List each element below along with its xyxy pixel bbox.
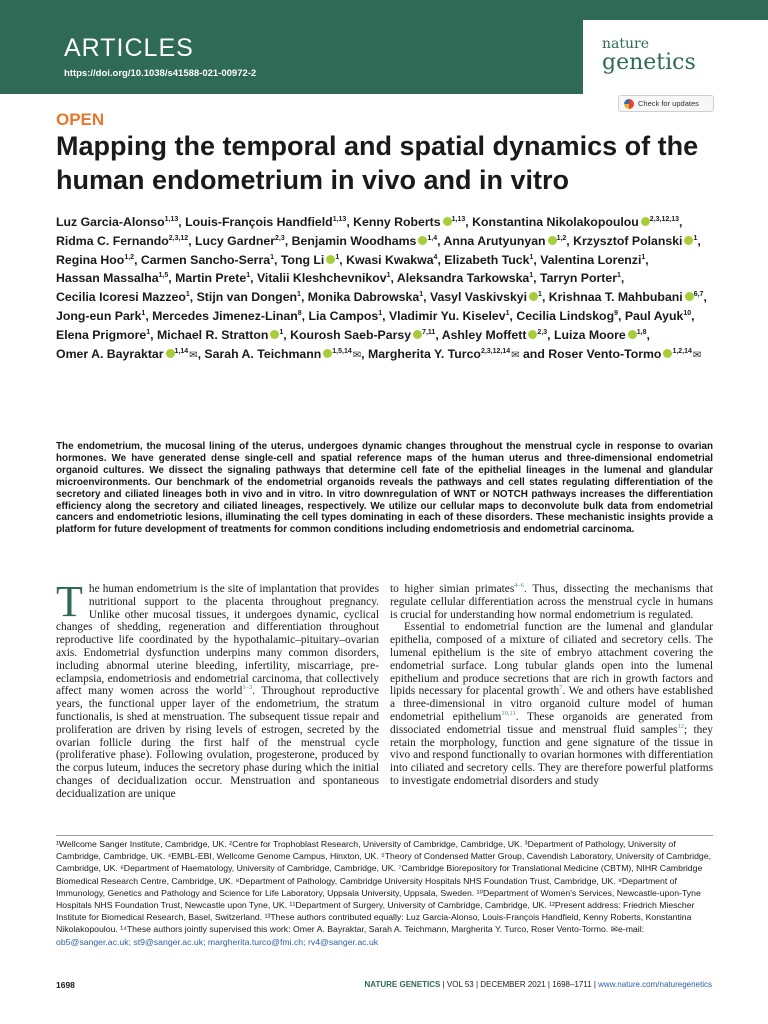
- author-separator: ,: [679, 215, 683, 229]
- author-affiliation: 1,13: [164, 216, 179, 223]
- author[interactable]: [56, 253, 134, 267]
- author-separator: ,: [197, 346, 205, 361]
- body-text: Essential to endometrial function are the lumenal and glandular epithelia, composed of a mixture of ciliated and secretory cells. The lumenal epithelium is the site of embryo attachment covering the endometrial surface. Long tubular glands open into the lumenal epithelium and produce secretions that are rich in growth factors and lipids necessary for placental growth: [390, 621, 713, 698]
- body-text: he human endometrium is the site of implantation that provides nutritional support to the placenta throughout pregnancy. Unlike other mucosal tissues, it undergoes dynamic, cyclical changes of shedding, regeneration and differentiation throughout reproductive life coordinated by the hypothalamic–pituitary–ovarian axis. Endometrial dysfunction underpins many common disorders, including abnormal uterine bleeding, infertility, miscarriage, pre-eclampsia, endometriosis and endometrial carcinoma, that collectively affect many women across the world: [56, 583, 379, 698]
- author[interactable]: [389, 309, 510, 323]
- body-text: . These organoids are generated from dissociated endometrial tissue and menstrual fluid samples: [390, 710, 713, 736]
- author-affiliation: 2,3,12: [168, 234, 189, 242]
- orcid-icon[interactable]: [413, 330, 422, 339]
- orcid-icon[interactable]: [270, 330, 279, 339]
- author-name: Martin Prete: [175, 271, 247, 286]
- author-separator: ,: [178, 215, 186, 229]
- author[interactable]: [309, 309, 383, 323]
- citation-ref[interactable]: 1–3: [242, 684, 253, 692]
- author-name: Luiza Moore: [554, 327, 626, 342]
- author-affiliation: 1: [529, 272, 534, 280]
- author-affiliation: 1: [185, 291, 190, 299]
- author-affiliation: 2,3: [275, 234, 285, 242]
- author-name: Cecilia Icoresi Mazzeo: [56, 290, 186, 305]
- orcid-icon[interactable]: [628, 330, 637, 339]
- author-name: Hassan Massalha: [56, 271, 159, 286]
- orcid-icon[interactable]: [443, 217, 452, 226]
- footer-citation: [365, 980, 712, 989]
- author-name: Regina Hoo: [56, 252, 125, 267]
- author-separator: ,: [703, 290, 707, 305]
- author[interactable]: [308, 290, 423, 304]
- author-affiliation: 1: [335, 253, 340, 261]
- orcid-icon[interactable]: [641, 217, 650, 226]
- logo-nature-text: nature: [602, 36, 649, 52]
- author-separator: ,: [145, 308, 153, 323]
- author-separator: ,: [645, 252, 649, 267]
- author-separator: ,: [250, 271, 257, 286]
- author[interactable]: [368, 347, 520, 361]
- email-links[interactable]: ob5@sanger.ac.uk; st9@sanger.ac.uk; margherita.turco@fmi.ch; rv4@sanger.ac.uk: [56, 936, 379, 947]
- author-name: Cecilia Lindskog: [516, 308, 615, 323]
- author-separator: ,: [435, 327, 442, 342]
- orcid-icon[interactable]: [166, 349, 175, 358]
- check-for-updates-button[interactable]: [618, 95, 714, 112]
- author[interactable]: [573, 234, 697, 248]
- author-name: Vasyl Vaskivskyi: [429, 290, 528, 305]
- body-text: . We and others have established a three-dimensional in vitro organoid culture model of human endometrial epithelium: [390, 685, 714, 723]
- author-separator: ,: [273, 252, 281, 267]
- body-paragraph: [390, 621, 713, 787]
- author-separator: ,: [547, 327, 554, 342]
- author[interactable]: [257, 271, 391, 285]
- author-name: Tarryn Porter: [540, 271, 617, 286]
- author[interactable]: [195, 234, 285, 248]
- author-separator: ,: [509, 308, 517, 323]
- author-name: Margherita Y. Turco: [367, 346, 481, 361]
- author[interactable]: [292, 234, 438, 248]
- author-separator: ,: [283, 327, 291, 342]
- citation-ref[interactable]: 4–6: [514, 582, 524, 589]
- citation-ref[interactable]: 10,11: [501, 709, 516, 717]
- author-name: Luz Garcia-Alonso: [56, 215, 165, 229]
- author-separator: ,: [134, 252, 141, 267]
- author-affiliation: 1,2: [556, 234, 567, 242]
- author-affiliation: 1: [505, 309, 510, 317]
- abstract: The endometrium, the mucosal lining of the uterus, undergoes dynamic changes throughout the menstrual cycle in response to ovarian hormones. We have generated dense single-cell and spatial reference maps of the human uterus and three-dimensional endometrial organoid cultures. We dissect the signaling pathways that determine cell fate of the epithelial lineages in the lumenal and glandular microenvironments. Our benchmark of the endometrial organoids reveals the pathways and cell states regulating differentiation of the secretory and ciliated lineages both in vivo and in vitro. In vitro downregulation of WNT or NOTCH pathways increases the differentiation efficiency along the secretory and ciliated lineages, respectively. We utilize our cellular maps to deconvolute bulk data from endometrial cancers and endometriotic lesions, illuminating the cell types dominating in each of these disorders. These mechanistic insights provide a platform for future development of treatments for common conditions including endometriosis and endometrial carcinoma.: [56, 441, 713, 536]
- author-name: Carmen Sancho-Serra: [140, 252, 271, 267]
- author-separator: and: [519, 346, 549, 361]
- author-affiliation: 1: [279, 328, 284, 336]
- author-separator: ,: [390, 271, 397, 286]
- author[interactable]: [444, 234, 567, 248]
- author-affiliation: 1,13: [451, 216, 466, 223]
- author-affiliation: 8: [297, 309, 302, 317]
- author-name: Louis-François Handfield: [185, 215, 333, 229]
- author-name: Kourosh Saeb-Parsy: [290, 327, 412, 342]
- author-name: Mercedes Jimenez-Linan: [152, 308, 298, 323]
- author-name: Sarah A. Teichmann: [204, 346, 322, 361]
- check-for-updates-label: Check for updates: [638, 99, 699, 108]
- author-affiliation: 2,3,12,13: [649, 216, 679, 223]
- author-affiliation: 4: [433, 253, 438, 261]
- author[interactable]: [346, 253, 437, 267]
- footnote-divider: [56, 835, 713, 836]
- author-name: Vladimir Yu. Kiselev: [388, 308, 506, 323]
- author-affiliation: 1,13: [332, 216, 347, 223]
- author-name: Roser Vento-Tormo: [548, 346, 662, 361]
- author-affiliation: 1: [693, 234, 698, 242]
- drop-cap: T: [56, 577, 83, 626]
- author[interactable]: [56, 290, 190, 304]
- author[interactable]: [197, 290, 301, 304]
- author[interactable]: [290, 328, 435, 342]
- page-number: 1698: [56, 980, 75, 990]
- author[interactable]: [56, 347, 198, 361]
- author-separator: ,: [361, 346, 368, 361]
- author[interactable]: [204, 347, 361, 361]
- body-text: ; they retain the morphology, function and gene signature of the tissue in vivo and respond functionally to ovarian hormones with differentiation into ciliated and secretory cells. They are therefore powerful platforms to investigate endometrial disorders and study: [390, 723, 713, 787]
- author-name: Jong-eun Park: [56, 308, 142, 323]
- author[interactable]: [353, 215, 465, 229]
- section-label: ARTICLES: [64, 34, 194, 62]
- author-affiliation: 1,8: [636, 328, 647, 336]
- author-name: Konstantina Nikolakopoulou: [472, 215, 639, 229]
- crossmark-icon: [624, 99, 634, 109]
- author-name: Lucy Gardner: [195, 233, 276, 248]
- author-name: Krzysztof Polanski: [573, 233, 683, 248]
- email-icon[interactable]: ✉: [189, 349, 198, 361]
- author-affiliation: 1: [146, 328, 151, 336]
- author[interactable]: [554, 328, 646, 342]
- body-column-left: [56, 577, 379, 801]
- author-affiliation: 1: [297, 291, 301, 299]
- author-separator: ,: [301, 308, 309, 323]
- author-affiliation: 9: [614, 309, 618, 317]
- author-separator: ,: [300, 290, 308, 305]
- author[interactable]: [56, 271, 168, 285]
- author[interactable]: [540, 253, 645, 267]
- author-affiliation: 1: [538, 291, 542, 299]
- author-name: Aleksandra Tarkowska: [396, 271, 530, 286]
- doi-link[interactable]: https://doi.org/10.1038/s41588-021-00972-2: [64, 68, 257, 79]
- author-name: Krishnaa T. Mahbubani: [548, 290, 683, 305]
- citation-ref[interactable]: 12: [677, 722, 684, 730]
- body-column-right: [390, 583, 713, 788]
- body-text: . Throughout reproductive years, the functional upper layer of the endometrium, the stratum functionalis, is shed at menstruation. The subsequent tissue repair and proliferation are driven by rising levels of estrogen, secreted by the ovarian follicle during the first half of the menstrual cycle (proliferative phase). Following ovulation, progesterone, produced by the corpus luteum, induces the secretory phase during which the initial changes of decidualization occur. Menstruation and spontaneous decidualization are unique: [56, 685, 379, 800]
- author-separator: ,: [620, 271, 625, 286]
- author-separator: ,: [150, 327, 157, 342]
- author-name: Elena Prigmore: [56, 327, 147, 342]
- author[interactable]: [548, 347, 701, 361]
- author-affiliation: 1: [386, 272, 391, 280]
- email-icon[interactable]: ✉: [352, 349, 362, 361]
- footer-volume-info: | VOL 53 | DECEMBER 2021 | 1698–1711 |: [442, 980, 596, 989]
- author-name: Benjamin Woodhams: [291, 233, 417, 248]
- orcid-icon[interactable]: [548, 236, 557, 245]
- body-paragraph: [56, 577, 379, 801]
- author-affiliation: 1,2: [124, 253, 135, 261]
- journal-logo[interactable]: [583, 20, 768, 94]
- author-affiliation: 1: [270, 253, 274, 261]
- author[interactable]: [444, 253, 533, 267]
- author-affiliation: 2,3,12,14: [480, 347, 511, 355]
- author[interactable]: [56, 328, 150, 342]
- email-label: e-mail:: [617, 924, 645, 935]
- author-separator: ,: [284, 233, 292, 248]
- citation-ref[interactable]: 7: [559, 684, 563, 692]
- author-affiliation: 1,5,14: [332, 347, 352, 355]
- author-separator: ,: [697, 233, 701, 248]
- author[interactable]: [281, 253, 339, 267]
- author-separator: ,: [617, 308, 625, 323]
- orcid-icon[interactable]: [326, 255, 335, 264]
- author[interactable]: [625, 309, 691, 323]
- author-name: Valentina Lorenzi: [540, 252, 642, 267]
- author-name: Elizabeth Tuck: [444, 252, 530, 267]
- author-name: Omer A. Bayraktar: [56, 346, 164, 361]
- author-affiliation: 1: [141, 309, 146, 317]
- author-affiliation: 10: [683, 309, 692, 317]
- email-icon[interactable]: ✉: [511, 349, 520, 361]
- author-separator: ,: [339, 252, 347, 267]
- author-affiliation: 1: [246, 272, 251, 280]
- author-separator: ,: [533, 252, 541, 267]
- author-separator: ,: [646, 327, 650, 342]
- author[interactable]: [141, 253, 274, 267]
- author-separator: ,: [189, 290, 197, 305]
- author-name: Kenny Roberts: [353, 215, 441, 229]
- author-affiliation: 6,7: [693, 291, 704, 299]
- author[interactable]: [56, 309, 145, 323]
- author[interactable]: [56, 234, 188, 248]
- author-separator: ,: [188, 233, 196, 248]
- author-separator: ,: [437, 252, 445, 267]
- author[interactable]: [472, 215, 679, 229]
- author-affiliation: 7,11: [422, 328, 436, 336]
- author[interactable]: [540, 271, 621, 285]
- author-name: Ashley Moffett: [441, 327, 527, 342]
- author-separator: ,: [465, 215, 473, 229]
- author-list: [56, 213, 716, 365]
- author-separator: ,: [541, 290, 549, 305]
- author-affiliation: 1: [529, 253, 534, 261]
- author[interactable]: [516, 309, 618, 323]
- email-icon[interactable]: ✉: [692, 349, 702, 361]
- body-text: to higher simian primates: [390, 583, 515, 595]
- author-affiliation: 1: [419, 291, 424, 299]
- author-affiliation: 1,5: [158, 272, 169, 280]
- footer-journal-url[interactable]: www.nature.com/naturegenetics: [598, 980, 712, 989]
- mail-icon: ✉: [610, 924, 618, 935]
- article-title: Mapping the temporal and spatial dynamics of the human endometrium in vivo and in vitro: [56, 131, 699, 195]
- author-separator: ,: [533, 271, 540, 286]
- author-affiliation: 2,3: [537, 328, 548, 336]
- author[interactable]: [185, 215, 346, 229]
- author[interactable]: [548, 290, 707, 305]
- orcid-icon[interactable]: [323, 349, 332, 358]
- author[interactable]: [157, 328, 283, 342]
- author-affiliation: 1,2,14: [672, 347, 692, 355]
- author[interactable]: [175, 271, 250, 285]
- author-affiliation: 1: [378, 309, 383, 317]
- author-name: Lia Campos: [308, 308, 379, 323]
- body-text: . Thus, dissecting the mechanisms that regulate cellular differentiation across the menstrual cycle in humans is crucial for understanding how normal endometrium is regulated.: [390, 583, 713, 621]
- author-affiliation: 1: [617, 272, 621, 280]
- logo-genetics-text: genetics: [602, 50, 696, 75]
- journal-header-bar: [0, 0, 768, 94]
- author-name: Vitalii Kleshchevnikov: [256, 271, 387, 286]
- author-name: Michael R. Stratton: [156, 327, 269, 342]
- author-separator: ,: [691, 308, 695, 323]
- author[interactable]: [56, 215, 178, 229]
- author-name: Kwasi Kwakwa: [346, 252, 434, 267]
- footer-journal-name: NATURE GENETICS: [364, 980, 441, 989]
- author-name: Tong Li: [280, 252, 325, 267]
- affiliations-footnote: [56, 838, 713, 948]
- author[interactable]: [442, 328, 547, 342]
- author[interactable]: [430, 290, 542, 304]
- author-separator: ,: [566, 233, 574, 248]
- author[interactable]: [152, 309, 301, 323]
- author[interactable]: [397, 271, 533, 285]
- author-name: Stijn van Dongen: [196, 290, 298, 305]
- orcid-icon[interactable]: [529, 292, 538, 301]
- author-name: Monika Dabrowska: [307, 290, 420, 305]
- author-name: Anna Arutyunyan: [443, 233, 546, 248]
- author-affiliation: 1: [641, 253, 646, 261]
- affiliations-text: ¹Wellcome Sanger Institute, Cambridge, UK. ²Centre for Trophoblast Research, University of Cambridge, Cambridge, UK. ³Department of Pathology, University of Cambridge, Cambridge, UK. ⁴EMBL-EBI, Wellcome Genome Campus, Hinxton, UK. ⁵Theory of Condensed Matter Group, Cavendish Laboratory, University of Cambridge, Cambridge, UK. ⁶Department of Haematology, University of Cambridge, Cambridge, UK. ⁷Cambridge Biorepository for Translational Medicine (CBTM), NIHR Cambridge Biomedical Research Centre, Cambridge, UK. ⁸Department of Pathology, Cambridge University Hospitals NHS Foundation Trust, Cambridge, UK. ⁹Department of Immunology, Genetics and Pathology and Science for Life Laboratory, Uppsala University, Uppsala, Sweden. ¹⁰Department of Women's Services, Newcastle-upon-Tyne Hospitals NHS Foundation Trust, Newcastle upon Tyne, UK. ¹¹Department of Surgery, University of Cambridge, Cambridge, UK. ¹²Present address: Friedrich Miescher Institute for Biomedical Research, Basel, Switzerland. ¹³These authors contributed equally: Luz Garcia-Alonso, Louis-François Handfield, Kenny Roberts, Konstantina Nikolakopoulou. ¹⁴These authors jointly supervised this work: Omer A. Bayraktar, Sarah A. Teichmann, Margherita Y. Turco, Roser Vento-Tormo.: [56, 839, 711, 935]
- author-separator: ,: [382, 308, 389, 323]
- author-affiliation: 1,4: [427, 234, 438, 242]
- author-separator: ,: [423, 290, 430, 305]
- author-separator: ,: [346, 215, 354, 229]
- open-access-label: OPEN: [56, 110, 105, 129]
- body-paragraph: [390, 583, 713, 621]
- author-affiliation: 1,14: [174, 347, 189, 355]
- orcid-icon[interactable]: [685, 292, 694, 301]
- author-name: Paul Ayuk: [624, 308, 684, 323]
- author-separator: ,: [437, 233, 444, 248]
- author-separator: ,: [168, 271, 176, 286]
- author-name: Ridma C. Fernando: [56, 233, 169, 248]
